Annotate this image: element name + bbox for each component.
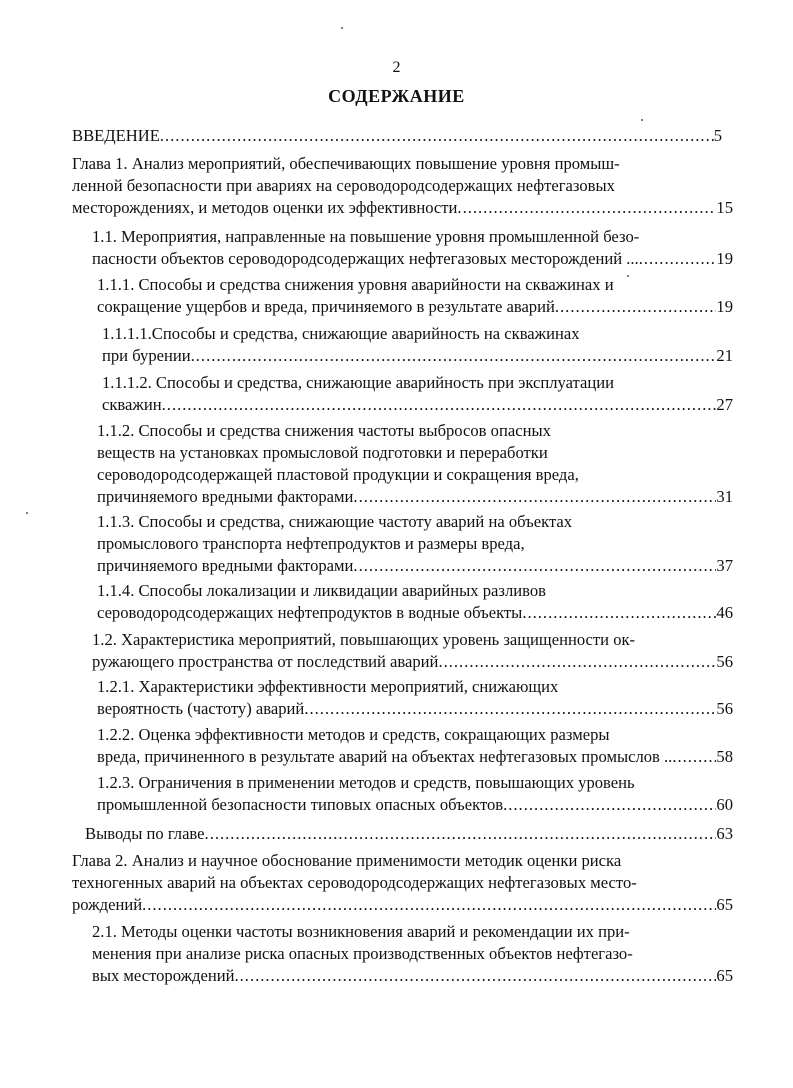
dot-leader <box>555 296 717 318</box>
toc-entry[interactable] <box>72 153 733 219</box>
toc-entry[interactable] <box>97 511 733 577</box>
toc-entry-line: 1.1.4. Способы локализации и ликвидации аварийных разливов <box>97 581 546 600</box>
toc-entry-line: вреда, причиненного в результате аварий на объектах нефтегазовых промыслов .. <box>97 747 673 766</box>
toc-page-number: 27 <box>716 395 733 414</box>
dot-leader <box>160 125 714 147</box>
toc-entry-line: 1.1.2. Способы и средства снижения частоты выбросов опасных <box>97 421 551 440</box>
dot-leader <box>457 197 716 219</box>
toc-entry-line: вых месторождений <box>92 966 235 985</box>
toc-entry[interactable] <box>97 724 733 768</box>
toc-page-number: 58 <box>716 747 733 766</box>
toc-page-number: 63 <box>716 824 733 843</box>
scan-speck <box>341 27 343 29</box>
toc-entry-line: сокращение ущербов и вреда, причиняемого в результате аварий <box>97 297 555 316</box>
toc-entry-line: рождений <box>72 895 143 914</box>
scan-speck <box>641 119 643 121</box>
dot-leader <box>639 248 717 270</box>
toc-entry-line: 1.1.1. Способы и средства снижения уровня аварийности на скважинах и <box>97 275 614 294</box>
toc-entry[interactable] <box>102 323 733 367</box>
toc-entry[interactable] <box>97 274 733 318</box>
toc-entry-line: 1.1.1.2. Способы и средства, снижающие аварийность при эксплуатации <box>102 373 614 392</box>
toc-entry-line: 1.2.3. Ограничения в применении методов и средств, повышающих уровень <box>97 773 635 792</box>
toc-page-number: 56 <box>716 652 733 671</box>
toc-entry[interactable] <box>97 772 733 816</box>
toc-page-number: 5 <box>713 126 722 145</box>
toc-page-number: 19 <box>716 297 733 316</box>
toc-entry-line: промышленной безопасности типовых опасных объектов <box>97 795 504 814</box>
toc-entry-line: месторождениях, и методов оценки их эффективности <box>72 198 458 217</box>
dot-leader <box>191 345 717 367</box>
toc-entry-line: 1.1. Мероприятия, направленные на повышение уровня промышленной безо- <box>92 227 640 246</box>
dot-leader <box>353 555 716 577</box>
page-title: СОДЕРЖАНИЕ <box>328 86 465 106</box>
toc-entry[interactable] <box>92 629 733 673</box>
toc-page-number: 15 <box>716 198 733 217</box>
dot-leader <box>672 746 716 768</box>
dot-leader <box>353 486 716 508</box>
toc-page-number: 31 <box>716 487 733 506</box>
toc-entry-line: промыслового транспорта нефтепродуктов и размеры вреда, <box>97 534 525 553</box>
dot-leader <box>162 394 717 416</box>
toc-entry-line: техногенных аварий на объектах сероводородсодержащих нефтегазовых место- <box>72 873 637 892</box>
toc-page-number: 56 <box>716 699 733 718</box>
toc-entry[interactable] <box>92 921 733 987</box>
toc-page-number: 46 <box>716 603 733 622</box>
toc-entry-line: ВВЕДЕНИЕ <box>72 126 160 145</box>
toc-entry-line: ружающего пространства от последствий аварий <box>92 652 439 671</box>
dot-leader <box>522 602 716 624</box>
dot-leader <box>304 698 716 720</box>
dot-leader <box>438 651 716 673</box>
scan-speck <box>627 275 629 277</box>
toc-entry-line: при бурении <box>102 346 191 365</box>
toc-entry-line: сероводородсодержащих нефтепродуктов в водные объекты <box>97 603 523 622</box>
toc-entry-line: сероводородсодержащей пластовой продукции и сокращения вреда, <box>97 465 579 484</box>
toc-entry-line: вероятность (частоту) аварий <box>97 699 305 718</box>
toc-entry-line: причиняемого вредными факторами <box>97 556 354 575</box>
toc-page-number: 65 <box>716 966 733 985</box>
toc-entry-line: пасности объектов сероводородсодержащих нефтегазовых месторождений ... <box>92 249 639 268</box>
toc-entry[interactable] <box>97 580 733 624</box>
toc-entry-line: 1.2. Характеристика мероприятий, повышающих уровень защищенности ок- <box>92 630 636 649</box>
toc-entry-line: менения при анализе риска опасных производственных объектов нефтегазо- <box>92 944 633 963</box>
toc-entry-line: 1.2.2. Оценка эффективности методов и средств, сокращающих размеры <box>97 725 610 744</box>
toc-entry-line: веществ на установках промысловой подготовки и переработки <box>97 443 548 462</box>
dot-leader <box>142 894 716 916</box>
toc-entry-line: Выводы по главе <box>85 824 205 843</box>
toc-entry-line: 2.1. Методы оценки частоты возникновения аварий и рекомендации их при- <box>92 922 630 941</box>
toc-entry[interactable] <box>92 226 733 270</box>
toc-page-number: 60 <box>716 795 733 814</box>
toc-entry-line: скважин <box>102 395 162 414</box>
toc-page-number: 37 <box>716 556 733 575</box>
toc-entry-line: Глава 1. Анализ мероприятий, обеспечивающих повышение уровня промыш- <box>72 154 620 173</box>
dot-leader <box>205 823 717 845</box>
toc-entry-line: Глава 2. Анализ и научное обоснование применимости методик оценки риска <box>72 851 622 870</box>
toc-entry-line: 1.1.3. Способы и средства, снижающие частоту аварий на объектах <box>97 512 573 531</box>
toc-entry-line: 1.2.1. Характеристики эффективности мероприятий, снижающих <box>97 677 559 696</box>
scan-speck <box>26 512 28 514</box>
toc-entry-line: 1.1.1.1.Способы и средства, снижающие аварийность на скважинах <box>102 324 580 343</box>
toc-entry-line: причиняемого вредными факторами <box>97 487 354 506</box>
toc-entry[interactable] <box>97 420 733 508</box>
toc-entry[interactable] <box>72 125 722 147</box>
toc-entry[interactable] <box>72 850 733 916</box>
dot-leader <box>503 794 716 816</box>
dot-leader <box>235 965 717 987</box>
toc-page-number: 19 <box>716 249 733 268</box>
toc-entry-line: ленной безопасности при авариях на сероводородсодержащих нефтегазовых <box>72 176 615 195</box>
toc-page-number: 21 <box>716 346 733 365</box>
page-number: 2 <box>392 59 401 76</box>
toc-entry[interactable] <box>102 372 733 416</box>
toc-page-number: 65 <box>716 895 733 914</box>
toc-entry[interactable] <box>85 823 733 845</box>
toc-entry[interactable] <box>97 676 733 720</box>
